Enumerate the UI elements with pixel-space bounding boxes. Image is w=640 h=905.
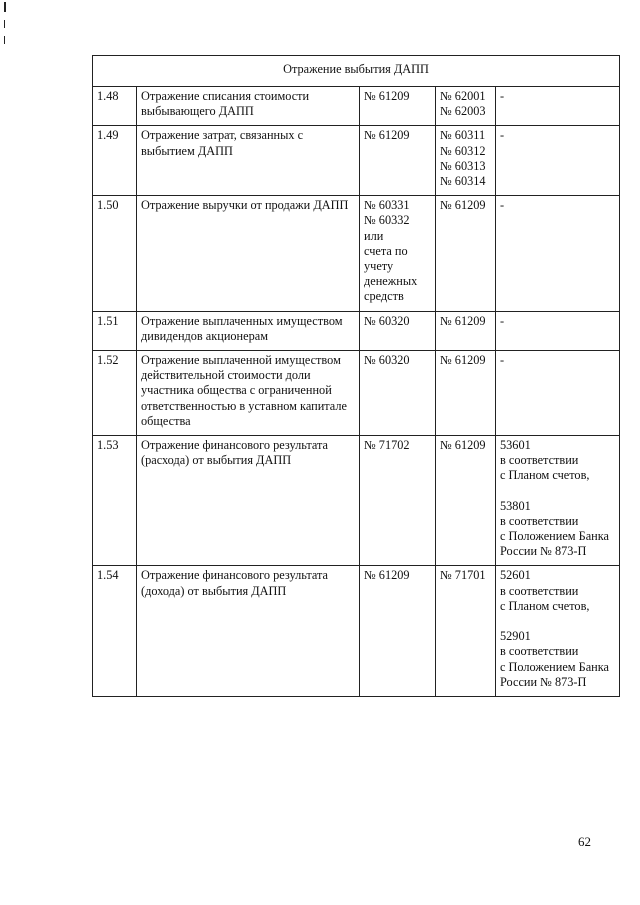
- entry-note: -: [496, 126, 620, 196]
- entry-number: 1.53: [93, 436, 137, 566]
- credit-account-line: № 60312: [440, 143, 486, 158]
- entry-note-line: в соответствии: [500, 583, 579, 598]
- entry-note: [496, 436, 620, 566]
- credit-account-line: № 61209: [440, 313, 486, 328]
- entry-description: Отражение затрат, связанных с выбытием ДАПП: [137, 126, 360, 196]
- table-row: [93, 566, 620, 696]
- entry-note-line: 52901: [500, 629, 531, 644]
- entry-note-line: 53801: [500, 498, 531, 513]
- credit-account: [436, 436, 496, 566]
- table-row: [93, 87, 620, 126]
- debit-account-line: № 61209: [364, 128, 410, 143]
- credit-account-line: № 62001: [440, 89, 486, 103]
- debit-account-line: № 61209: [364, 89, 410, 103]
- margin-mark: [4, 20, 5, 28]
- table-body: [93, 87, 620, 697]
- note-spacer: [500, 614, 615, 629]
- accounting-entries-table: [92, 55, 620, 697]
- credit-account-line: № 61209: [440, 353, 486, 368]
- credit-account-line: № 60313: [440, 158, 486, 173]
- credit-account-line: № 60314: [440, 174, 486, 189]
- debit-account: [360, 351, 436, 436]
- credit-account-line: № 60311: [440, 128, 486, 143]
- debit-account-line: № 60320: [364, 313, 410, 328]
- debit-account: [360, 87, 436, 126]
- entry-note: -: [496, 87, 620, 126]
- entry-note-line: с Планом счетов,: [500, 598, 590, 613]
- entry-note: -: [496, 311, 620, 350]
- debit-account: [360, 311, 436, 350]
- entry-note: -: [496, 196, 620, 311]
- entry-number: 1.54: [93, 566, 137, 696]
- debit-account-line: учету: [364, 259, 394, 274]
- margin-mark: [4, 36, 5, 44]
- entry-note-line: России № 873-П: [500, 674, 587, 689]
- entry-description: Отражение выплаченной имуществом действительной стоимости доли участника общества с ограниченной ответственностью в уставном капитале общества: [137, 351, 360, 436]
- debit-account-line: или: [364, 228, 384, 243]
- entry-note-line: 52601: [500, 568, 531, 583]
- margin-mark: [4, 2, 6, 12]
- entry-note-line: с Планом счетов,: [500, 468, 590, 483]
- entry-description: Отражение финансового результата (дохода) от выбытия ДАПП: [137, 566, 360, 696]
- entry-number: 1.51: [93, 311, 137, 350]
- credit-account: [436, 87, 496, 126]
- note-spacer: [500, 484, 615, 499]
- entry-note-line: 53601: [500, 438, 531, 453]
- section-title: Отражение выбытия ДАПП: [93, 56, 620, 87]
- entry-number: 1.50: [93, 196, 137, 311]
- entry-number: 1.49: [93, 126, 137, 196]
- credit-account-line: № 61209: [440, 198, 486, 213]
- entry-note-line: в соответствии: [500, 453, 579, 468]
- credit-account: [436, 311, 496, 350]
- entry-number: 1.52: [93, 351, 137, 436]
- entry-description: Отражение выплаченных имуществом дивидендов акционерам: [137, 311, 360, 350]
- credit-account: [436, 126, 496, 196]
- entry-note-line: с Положением Банка: [500, 529, 609, 544]
- section-header-row: [93, 56, 620, 87]
- debit-account-line: № 60332: [364, 213, 410, 228]
- credit-account: [436, 196, 496, 311]
- credit-account: [436, 566, 496, 696]
- entry-note: -: [496, 351, 620, 436]
- table-row: [93, 126, 620, 196]
- entry-note-line: с Положением Банка: [500, 659, 609, 674]
- credit-account-line: № 71701: [440, 568, 486, 583]
- debit-account-line: средств: [364, 289, 404, 304]
- debit-account-line: № 71702: [364, 438, 410, 453]
- debit-account: [360, 436, 436, 566]
- entry-description: Отражение выручки от продажи ДАПП: [137, 196, 360, 311]
- entry-note-line: в соответствии: [500, 644, 579, 659]
- entry-description: Отражение списания стоимости выбывающего ДАПП: [137, 87, 360, 126]
- credit-account: [436, 351, 496, 436]
- debit-account-line: № 61209: [364, 568, 410, 583]
- entry-number: 1.48: [93, 87, 137, 126]
- table-row: [93, 196, 620, 311]
- debit-account: [360, 566, 436, 696]
- debit-account: [360, 196, 436, 311]
- entry-note-line: в соответствии: [500, 513, 579, 528]
- debit-account-line: счета по: [364, 243, 408, 258]
- debit-account-line: денежных: [364, 274, 418, 289]
- credit-account-line: № 61209: [440, 438, 486, 453]
- table-row: [93, 311, 620, 350]
- entry-description: Отражение финансового результата (расхода) от выбытия ДАПП: [137, 436, 360, 566]
- debit-account-line: № 60331: [364, 198, 410, 213]
- table-row: [93, 351, 620, 436]
- debit-account: [360, 126, 436, 196]
- margin-marks: [4, 2, 6, 52]
- table-row: [93, 436, 620, 566]
- entry-note-line: России № 873-П: [500, 544, 587, 559]
- entry-note: [496, 566, 620, 696]
- credit-account-line: № 62003: [440, 104, 486, 119]
- page-number: 62: [578, 834, 591, 849]
- debit-account-line: № 60320: [364, 353, 410, 368]
